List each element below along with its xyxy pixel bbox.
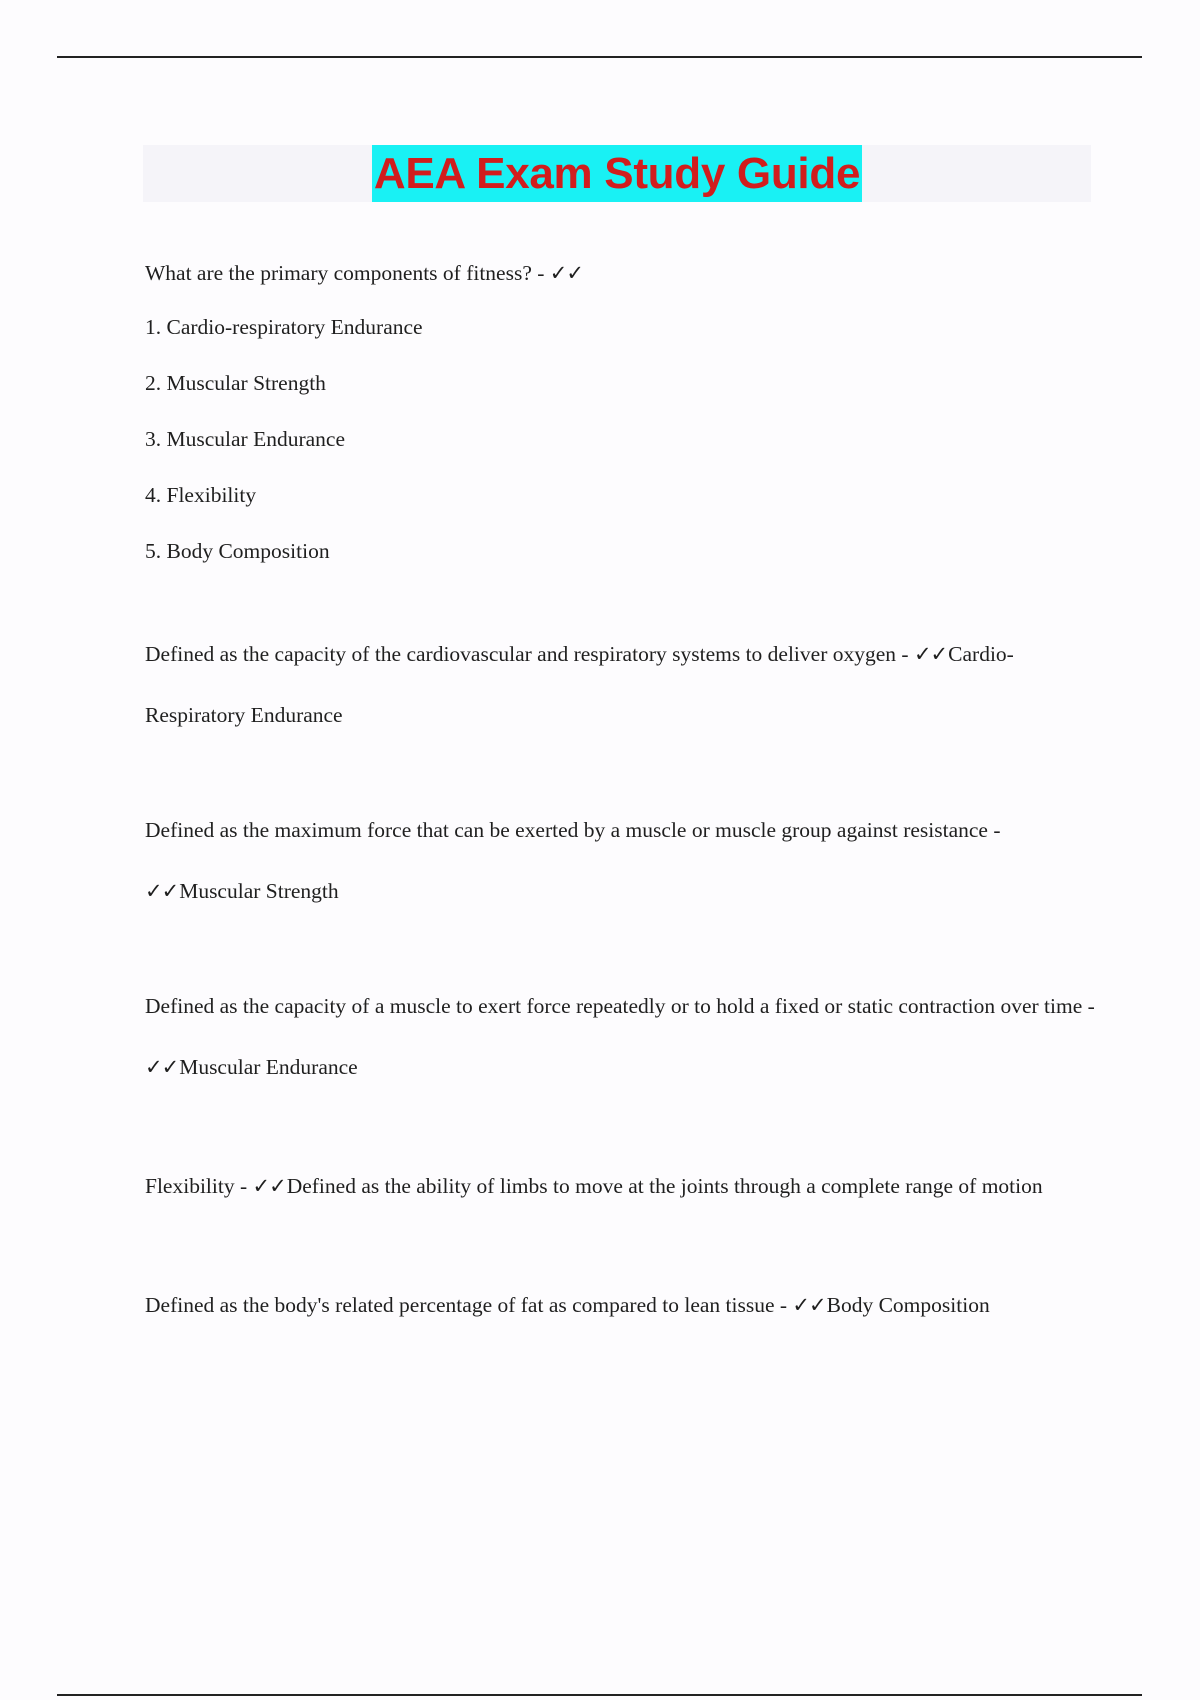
qa-prompt: Defined as the capacity of a muscle to exert force repeatedly or to hold a fixed or static contraction over time -	[145, 994, 1095, 1018]
qa-prompt: Flexibility -	[145, 1174, 248, 1198]
qa-item-flexibility	[145, 1156, 1095, 1217]
qa-item-strength	[145, 800, 1095, 922]
qa-prompt: Defined as the body's related percentage of fat as compared to lean tissue -	[145, 1293, 788, 1317]
qa-prompt: Defined as the maximum force that can be exerted by a muscle or muscle group against resistance -	[145, 818, 1001, 842]
check-mark-icon: ✓✓	[913, 642, 948, 666]
list-item: 1. Cardio-respiratory Endurance	[145, 315, 423, 339]
question	[145, 258, 1095, 288]
qa-prompt: Defined as the capacity of the cardiovascular and respiratory systems to deliver oxygen -	[145, 642, 909, 666]
check-mark-icon: ✓✓	[549, 261, 583, 285]
qa-item-endurance	[145, 976, 1095, 1098]
document-body	[145, 258, 1095, 1336]
page-title: AEA Exam Study Guide	[372, 145, 862, 202]
check-mark-icon: ✓✓	[145, 879, 179, 903]
check-mark-icon: ✓✓	[145, 1055, 179, 1079]
list-item: 3. Muscular Endurance	[145, 427, 345, 451]
list-item: 4. Flexibility	[145, 483, 257, 507]
list-item: 2. Muscular Strength	[145, 371, 326, 395]
qa-item-body-composition	[145, 1275, 1095, 1336]
top-rule	[57, 56, 1142, 58]
bottom-rule	[57, 1694, 1142, 1696]
qa-answer: Body Composition	[826, 1293, 990, 1317]
check-mark-icon: ✓✓	[252, 1174, 286, 1198]
qa-answer: Defined as the ability of limbs to move at the joints through a complete range of motion	[286, 1174, 1043, 1198]
qa-answer: Muscular Endurance	[179, 1055, 358, 1079]
qa-answer: Cardio-Respiratory Endurance	[145, 642, 1014, 727]
title-band	[143, 145, 1091, 202]
qa-item-cardio	[145, 624, 1095, 746]
answer-list	[145, 312, 1095, 566]
list-item: 5. Body Composition	[145, 539, 330, 563]
check-mark-icon: ✓✓	[792, 1293, 826, 1317]
question-text: What are the primary components of fitness? -	[145, 261, 545, 285]
qa-answer: Muscular Strength	[179, 879, 339, 903]
